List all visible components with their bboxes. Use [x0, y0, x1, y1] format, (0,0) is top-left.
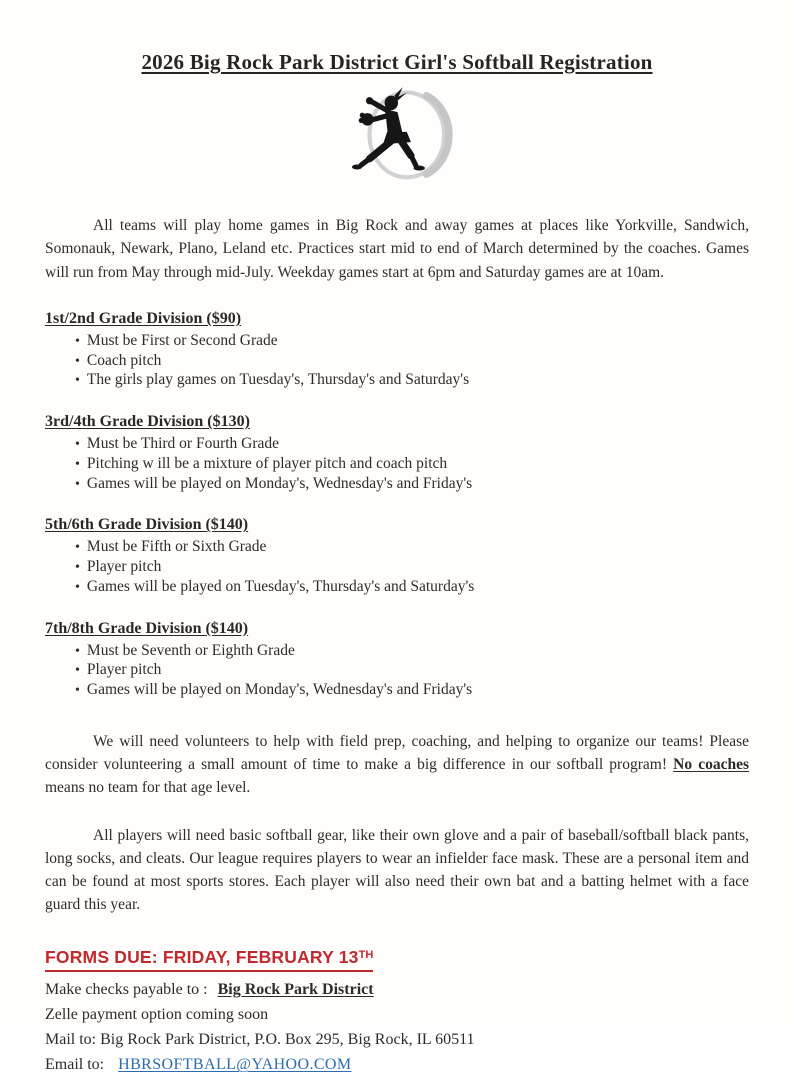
- gear-paragraph: All players will need basic softball gear, like their own glove and a pair of baseball/softball black pants, long socks, and cleats. Our league requires players to wear an infielder face mask. These are a personal item and can be found at most sports stores. Each player will also need their own bat and a batting helmet with a face guard this year.: [45, 826, 749, 914]
- bullet-item: • Games will be played on Tuesday's, Thursday's and Saturday's: [73, 577, 749, 597]
- forms-due-text: FORMS DUE: FRIDAY, FEBRUARY 13: [45, 946, 359, 967]
- division-section-1st-2nd: [45, 310, 749, 390]
- checks-payee: Big Rock Park District: [217, 980, 374, 998]
- division-section-3rd-4th: [45, 413, 749, 493]
- page-title: 2026 Big Rock Park District Girl's Softball Registration: [141, 50, 653, 74]
- bullet-item: • Games will be played on Monday's, Wednesday's and Friday's: [73, 680, 749, 700]
- bullet-item: • Must be Fifth or Sixth Grade: [73, 537, 749, 557]
- forms-due-heading: [45, 945, 373, 972]
- footer-block: [45, 945, 749, 1076]
- division-bullet-list: [45, 331, 749, 390]
- email-line: [45, 1054, 749, 1076]
- division-heading: 1st/2nd Grade Division ($90): [45, 309, 242, 327]
- bullet-item: • Must be First or Second Grade: [73, 331, 749, 351]
- division-section-7th-8th: [45, 620, 749, 700]
- email-label: Email to:: [45, 1056, 109, 1074]
- mail-line: Mail to: Big Rock Park District, P.O. Box 295, Big Rock, IL 60511: [45, 1030, 475, 1048]
- logo-container: [45, 81, 749, 198]
- email-link[interactable]: HBRSOFTBALL@YAHOO.COM: [118, 1056, 352, 1074]
- division-bullet-list: [45, 434, 749, 493]
- bullet-item: • The girls play games on Tuesday's, Thursday's and Saturday's: [73, 370, 749, 390]
- bullet-item: • Pitching w ill be a mixture of player pitch and coach pitch: [73, 454, 749, 474]
- bullet-item: • Must be Third or Fourth Grade: [73, 434, 749, 454]
- no-coaches-emphasis: No coaches: [673, 756, 749, 774]
- division-heading: 3rd/4th Grade Division ($130): [45, 413, 250, 431]
- division-heading: 5th/6th Grade Division ($140): [45, 516, 249, 534]
- bullet-item: • Games will be played on Monday's, Wednesday's and Friday's: [73, 474, 749, 494]
- zelle-line: Zelle payment option coming soon: [45, 1005, 269, 1023]
- checks-line: [45, 979, 749, 1001]
- bullet-item: • Coach pitch: [73, 351, 749, 371]
- intro-paragraph: All teams will play home games in Big Rock and away games at places like Yorkville, Sandwich, Somonauk, Newark, Plano, Leland etc. Practices start mid to end of March determined by the coaches. Games will run from May through mid-July. Weekday games start at 6pm and Saturday games are at 10am.: [45, 217, 749, 281]
- bullet-item: • Player pitch: [73, 660, 749, 680]
- checks-label: Make checks payable to :: [45, 980, 212, 998]
- division-section-5th-6th: [45, 516, 749, 596]
- bullet-item: • Player pitch: [73, 557, 749, 577]
- division-bullet-list: [45, 537, 749, 596]
- division-bullet-list: [45, 641, 749, 700]
- volunteers-text-before: We will need volunteers to help with field prep, coaching, and helping to organize our teams! Please consider volunteering a small amount of time to make a big difference in our softball program!: [45, 732, 749, 774]
- volunteers-paragraph: [45, 730, 749, 800]
- volunteers-text-after: means no team for that age level.: [45, 779, 251, 797]
- softball-pitcher-icon: [325, 81, 470, 193]
- forms-due-ordinal: TH: [358, 948, 374, 961]
- division-heading: 7th/8th Grade Division ($140): [45, 619, 249, 637]
- bullet-item: • Must be Seventh or Eighth Grade: [73, 641, 749, 661]
